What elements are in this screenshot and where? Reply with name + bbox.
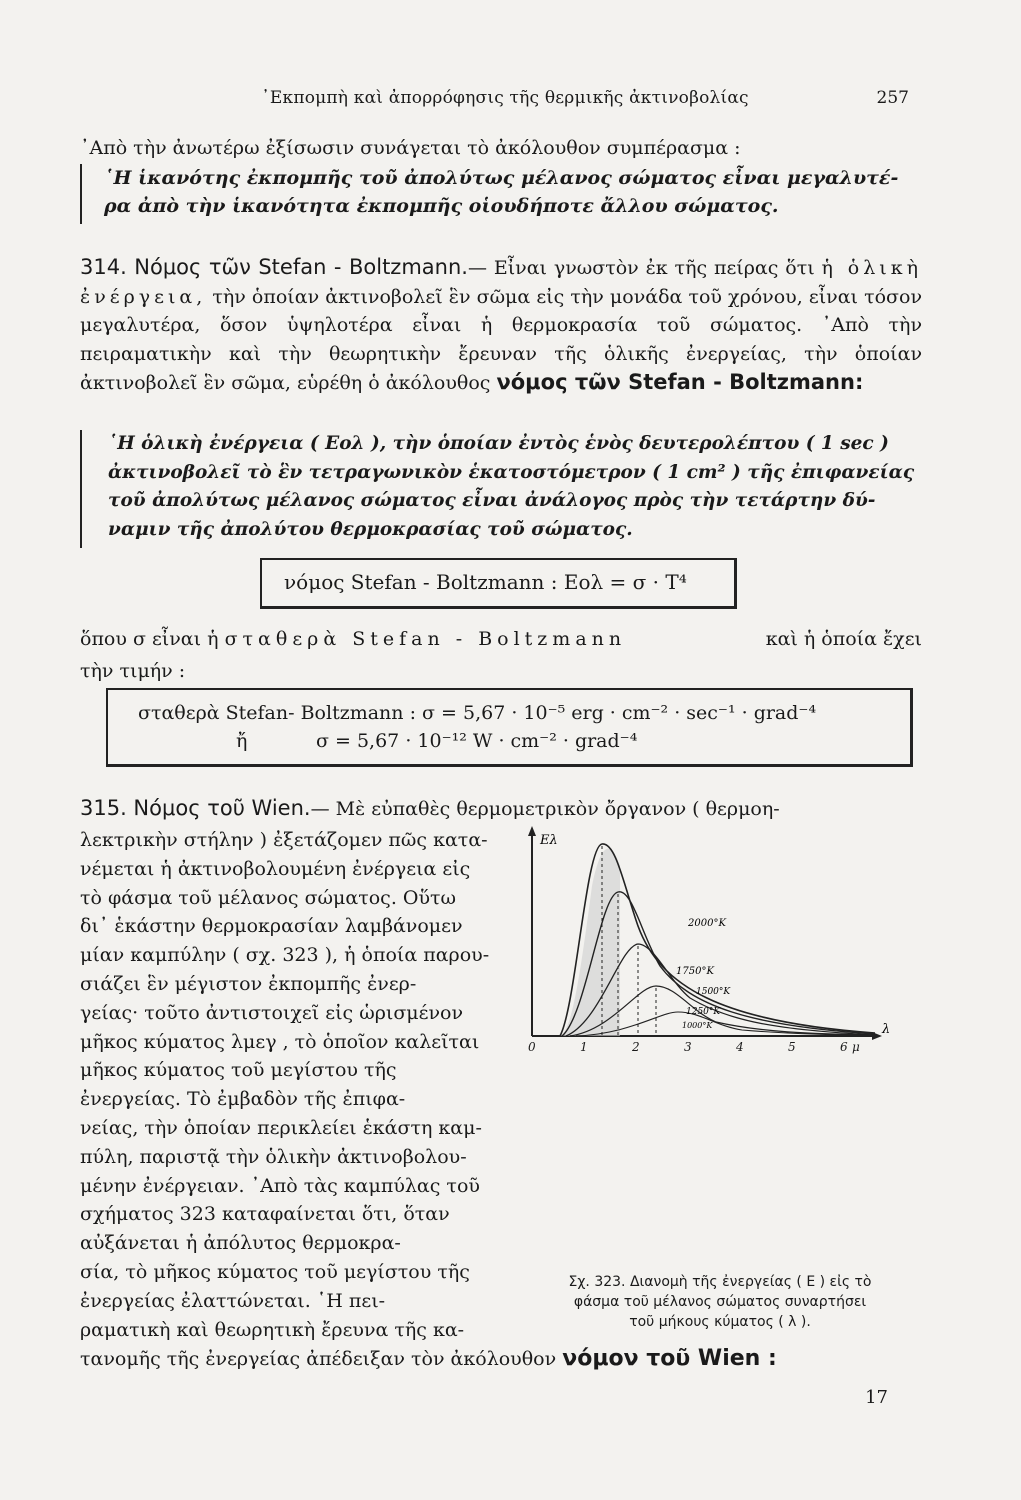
sec314-spaced-term: ἡ ὁλικὴ ἐνέργεια, (80, 257, 922, 308)
sec315-line: σιάζει ἓν μέγιστον ἐκπομπῆς ἐνερ- (80, 972, 417, 995)
y-axis-label: Eλ (540, 833, 558, 848)
x-tick: 5 (788, 1040, 796, 1054)
x-axis-label: λ (882, 1022, 891, 1037)
sec314-heading: 314. Νόμος τῶν Stefan - Boltzmann. (80, 255, 468, 279)
sec314-law (108, 430, 923, 544)
sec315-line: μῆκος κύματος λμεγ , τὸ ὁποῖον καλεῖται (80, 1030, 480, 1053)
sec315-line: ἐνεργείας ἐλαττώνεται. ῾Η πει- (80, 1289, 386, 1312)
x-tick: 1 (580, 1040, 588, 1054)
x-tick: 0 (528, 1040, 536, 1054)
theorem-line: ρα ἀπὸ τὴν ἱκανότητα ἐκπομπῆς οἱουδήποτε ἄλλου σώματος. (104, 195, 779, 217)
law-line: τοῦ ἀπολύτως μέλανος σώματος εἶναι ἀνάλογος πρὸς τὴν τετάρτην δύ- (108, 490, 876, 511)
sec314-where-line (80, 628, 922, 650)
page-number: 257 (876, 88, 909, 108)
sec315-line: τὸ φάσμα τοῦ μέλανος σώματος. Οὕτω (80, 886, 457, 909)
where-text-d: τὴν τιμήν : (80, 660, 186, 682)
y-axis-arrow-icon (528, 826, 536, 836)
x-tick: 3 (684, 1040, 692, 1054)
constant-or: ἤ (236, 730, 248, 752)
curve-label: 2000°K (688, 918, 726, 929)
curve-label: 1500°K (696, 987, 731, 997)
sec315-line: γείας· τοῦτο ἀντιστοιχεῖ εἰς ὡρισμένον (80, 1001, 464, 1024)
curve-label: 1000°K (682, 1021, 713, 1030)
where-spaced-term: σταθερὰ Stefan - Boltzmann (224, 628, 627, 650)
margin-rule-1 (80, 164, 82, 224)
sec314-paragraph (80, 253, 922, 398)
sec315-line: αὐξάνεται ἡ ἀπόλυτος θερμοκρα- (80, 1232, 401, 1255)
wien-law-name: νόμον τοῦ Wien : (562, 1346, 777, 1371)
signature-number: 17 (865, 1387, 888, 1408)
sec315-line: μένην ἐνέργειαν. ᾿Απὸ τὰς καμπύλας τοῦ (80, 1174, 480, 1197)
sec315-first-line (80, 796, 922, 820)
margin-rule-2 (80, 430, 82, 548)
sec315-last-line (80, 1346, 922, 1371)
figure-caption (520, 1272, 920, 1332)
law-line: ναμιν τῆς ἀπολύτου θερμοκρασίας τοῦ σώματος. (108, 518, 633, 540)
law-line: ῾Η ὁλικὴ ἐνέργεια ( Eολ ), τὴν ὁποίαν ἐντὸς ἑνὸς δευτερολέπτου ( 1 sec ) (108, 433, 889, 454)
x-tick: 2 (632, 1040, 640, 1054)
sec315-line: σία, τὸ μῆκος κύματος τοῦ μεγίστου τῆς (80, 1260, 470, 1283)
theorem-line: ῾Η ἱκανότης ἐκπομπῆς τοῦ ἀπολύτως μέλανος σώματος εἶναι μεγαλυτέ- (104, 167, 899, 189)
running-header (0, 88, 1021, 118)
caption-line: τοῦ μήκους κύματος ( λ ). (629, 1314, 811, 1330)
constant-line-2: σ = 5,67 · 10⁻¹² W · cm⁻² · grad⁻⁴ (316, 730, 638, 752)
sec315-heading: 315. Νόμος τοῦ Wien. (80, 796, 311, 820)
sec315-line: μῆκος κύματος τοῦ μεγίστου τῆς (80, 1059, 397, 1082)
sec315-line: νέμεται ἡ ἀκτινοβολουμένη ἐνέργεια εἰς (80, 857, 471, 880)
caption-line: φάσμα τοῦ μέλανος σώματος συναρτήσει (573, 1294, 867, 1310)
law-line: ἀκτινοβολεῖ τὸ ἓν τετραγωνικὸν ἑκατοστόμετρον ( 1 cm² ) τῆς ἐπιφανείας (108, 461, 915, 483)
formula-box (260, 558, 737, 609)
x-tick: 6 (840, 1040, 848, 1054)
caption-line: Σχ. 323. Διανομὴ τῆς ἐνεργείας ( E ) εἰς τὸ (568, 1274, 872, 1290)
curve-label: 1750°K (676, 966, 714, 977)
sec315-line: πύλη, παριστᾷ τὴν ὁλικὴν ἀκτινοβολου- (80, 1145, 467, 1168)
constant-line-1: σταθερὰ Stefan- Boltzmann : σ = 5,67 · 10⁻⁵ erg · cm⁻² · sec⁻¹ · grad⁻⁴ (138, 702, 817, 724)
formula-text: νόμος Stefan - Boltzmann : Eολ = σ · T⁴ (284, 570, 687, 594)
sec315-last-text: τανομῆς τῆς ἐνεργείας ἀπέδειξαν τὸν ἀκόλουθον (80, 1348, 557, 1370)
sec315-line: μίαν καμπύλην ( σχ. 323 ), ἡ ὁποία παρου- (80, 944, 490, 967)
running-title: ᾿Εκπομπὴ καὶ ἀπορρόφησις τῆς θερμικῆς ἀκτινοβολίας (261, 88, 749, 108)
sec314-law-name: νόμος τῶν Stefan - Boltzmann: (496, 370, 864, 394)
constant-box (106, 688, 913, 767)
sec315-line: νείας, τὴν ὁποίαν περικλείει ἑκάστη καμ- (80, 1116, 482, 1139)
x-tick-row (520, 1040, 900, 1060)
x-unit: μ (852, 1040, 860, 1054)
x-tick: 4 (736, 1040, 744, 1054)
sec315-line: ἐνεργείας. Τὸ ἐμβαδὸν τῆς ἐπιφα- (80, 1088, 406, 1111)
sec314-text-c: τὴν ὁποίαν ἀκτινοβολεῖ ἓν σῶμα εἰς τὴν μονάδα τοῦ χρόνου, εἶναι τόσον μεγαλυτέρα, ὅσον ὑψηλοτέρα εἶναι ἡ θερμοκρασία τοῦ σώματος. ᾿Απὸ τὴν πειραματικὴν καὶ τὴν θεωρητικὴν ἔρευναν τῆς ὁλικῆς ἐνεργείας, τὴν ὁποίαν ἀκτινοβολεῖ ἓν σῶμα, εὑρέθη ὁ ἀκόλουθος (80, 285, 922, 394)
sec315-line: ραματικὴ καὶ θεωρητικὴ ἔρευνα τῆς κα- (80, 1318, 465, 1341)
intro-theorem (104, 164, 924, 220)
sec314-text-a: — Εἶναι γνωστὸν ἐκ τῆς πείρας ὅτι (467, 257, 815, 279)
sec315-line: δι᾿ ἑκάστην θερμοκρασίαν λαμβάνομεν (80, 915, 463, 938)
figure-323 (520, 826, 900, 1046)
intro-lead: ᾿Απὸ τὴν ἀνωτέρω ἐξίσωσιν συνάγεται τὸ ἀκόλουθον συμπέρασμα : (80, 137, 741, 159)
sec315-line: σχήματος 323 καταφαίνεται ὅτι, ὅταν (80, 1203, 450, 1226)
sec315-first-text: — Μὲ εὐπαθὲς θερμομετρικὸν ὄργανον ( θερμοη- (310, 798, 780, 820)
sec315-narrow-column (80, 826, 500, 1344)
where-text-a: ὅπου σ εἶναι ἡ (80, 628, 219, 650)
curve-label: 1250°K (686, 1007, 721, 1017)
sec315-line: λεκτρικὴν στήλην ) ἐξετάζομεν πῶς κατα- (80, 829, 488, 851)
where-text-c: καὶ ἡ ὁποία ἔχει (765, 628, 922, 650)
